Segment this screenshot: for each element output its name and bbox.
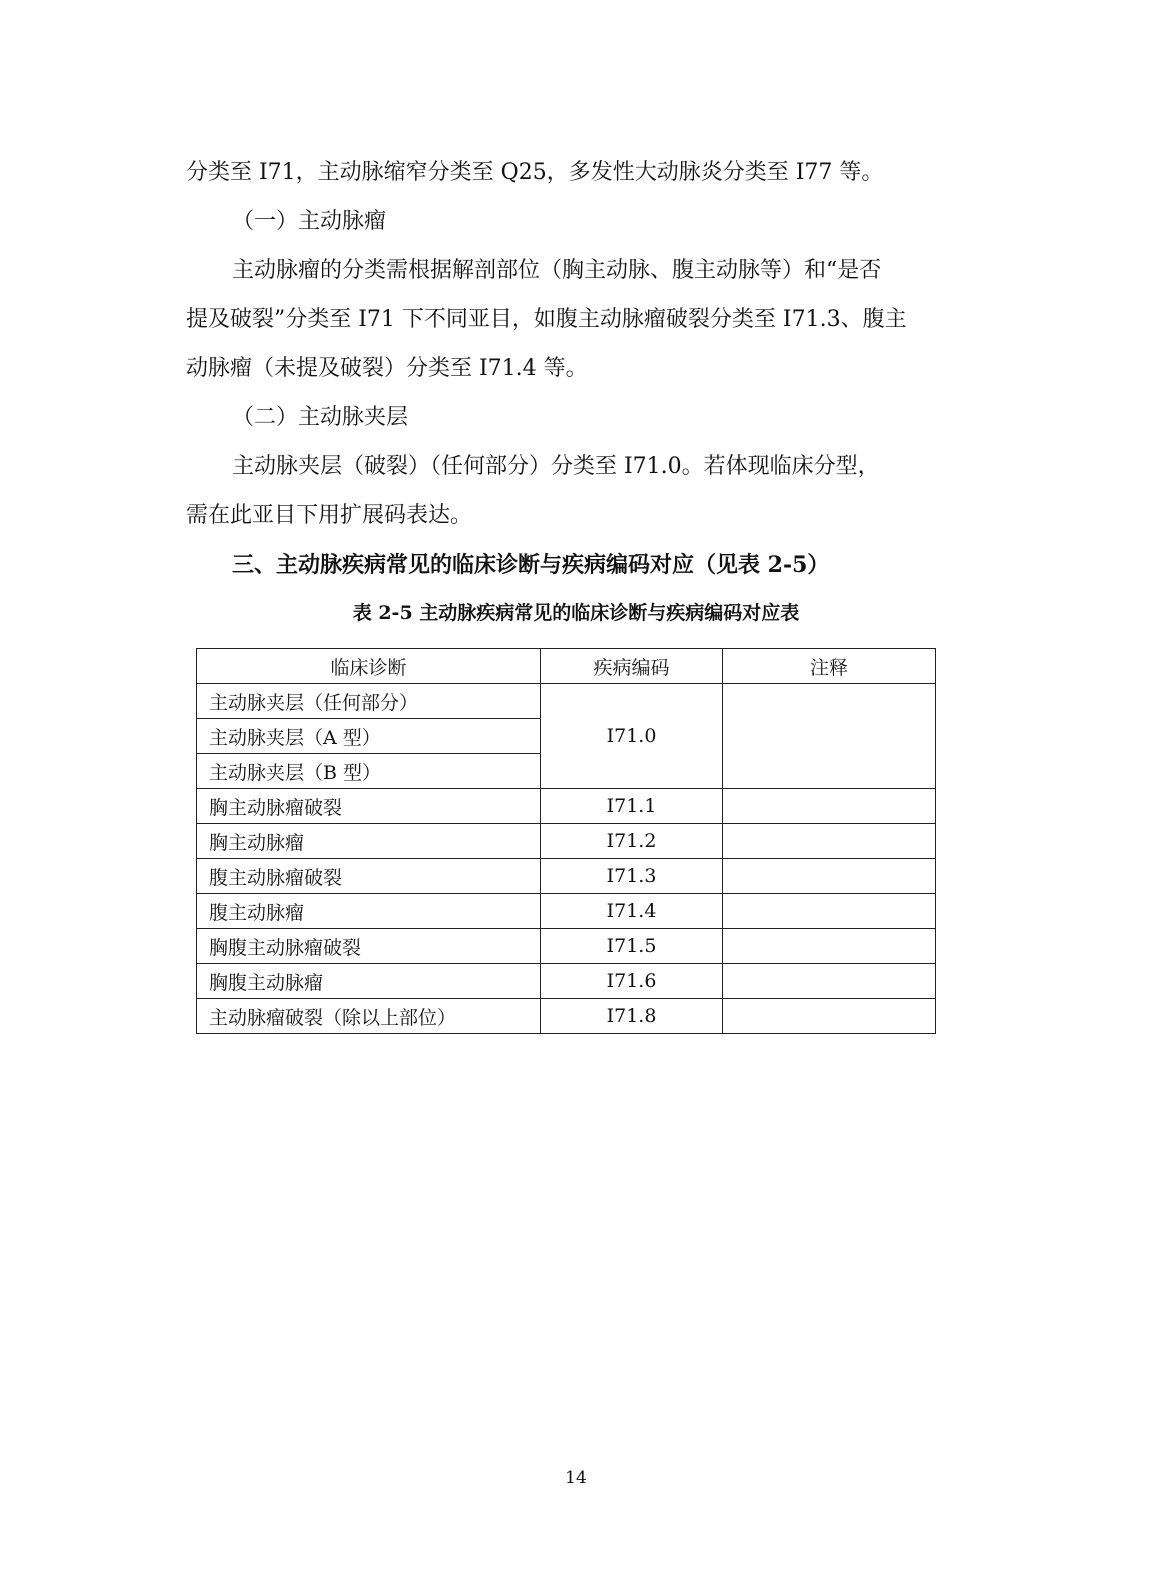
paragraph-line: 分类至 I71，主动脉缩窄分类至 Q25，多发性大动脉炎分类至 I77 等。	[186, 160, 884, 185]
code-cell: I71.6	[541, 964, 723, 999]
table-caption: 表 2-5 主动脉疾病常见的临床诊断与疾病编码对应表	[352, 602, 800, 624]
table-row	[197, 684, 936, 719]
subsection-heading-aneurysm: （一）主动脉瘤	[232, 209, 387, 234]
notes-cell	[723, 894, 936, 929]
table-row	[197, 824, 936, 859]
column-header-diagnosis: 临床诊断	[197, 649, 541, 684]
code-cell: I71.3	[541, 859, 723, 894]
notes-cell	[723, 999, 936, 1034]
page-number: 14	[565, 1468, 587, 1488]
table-row	[197, 999, 936, 1034]
diagnosis-cell: 胸腹主动脉瘤	[197, 964, 541, 999]
diagnosis-cell: 主动脉夹层（A 型）	[197, 719, 541, 754]
code-cell: I71.4	[541, 894, 723, 929]
notes-cell	[723, 929, 936, 964]
diagnosis-cell: 主动脉夹层（任何部分）	[197, 684, 541, 719]
diagnosis-cell: 主动脉瘤破裂（除以上部位）	[197, 999, 541, 1034]
diagnosis-cell: 腹主动脉瘤破裂	[197, 859, 541, 894]
paragraph-line: 提及破裂”分类至 I71 下不同亚目，如腹主动脉瘤破裂分类至 I71.3、腹主	[186, 307, 907, 332]
notes-cell	[723, 684, 936, 789]
diagnosis-code-table	[196, 648, 936, 1034]
table-header-row	[197, 649, 936, 684]
notes-cell	[723, 824, 936, 859]
table-row	[197, 929, 936, 964]
table-row	[197, 894, 936, 929]
table-row	[197, 964, 936, 999]
diagnosis-cell: 主动脉夹层（B 型）	[197, 754, 541, 789]
paragraph-line: 需在此亚目下用扩展码表达。	[186, 503, 473, 528]
code-cell: I71.5	[541, 929, 723, 964]
column-header-notes: 注释	[723, 649, 936, 684]
paragraph-line: 主动脉夹层（破裂）（任何部分）分类至 I71.0。若体现临床分型，	[232, 454, 880, 479]
table-row	[197, 859, 936, 894]
subsection-heading-dissection: （二）主动脉夹层	[232, 405, 409, 430]
diagnosis-cell: 胸腹主动脉瘤破裂	[197, 929, 541, 964]
diagnosis-cell: 腹主动脉瘤	[197, 894, 541, 929]
column-header-code: 疾病编码	[541, 649, 723, 684]
diagnosis-cell: 胸主动脉瘤	[197, 824, 541, 859]
code-cell: I71.0	[541, 684, 723, 789]
diagnosis-cell: 胸主动脉瘤破裂	[197, 789, 541, 824]
section-heading: 三、主动脉疾病常见的临床诊断与疾病编码对应（见表 2-5）	[232, 552, 830, 578]
code-cell: I71.8	[541, 999, 723, 1034]
code-cell: I71.2	[541, 824, 723, 859]
notes-cell	[723, 964, 936, 999]
code-cell: I71.1	[541, 789, 723, 824]
notes-cell	[723, 789, 936, 824]
paragraph-line: 主动脉瘤的分类需根据解剖部位（胸主动脉、腹主动脉等）和“是否	[232, 258, 882, 283]
table-row	[197, 789, 936, 824]
notes-cell	[723, 859, 936, 894]
paragraph-line: 动脉瘤（未提及破裂）分类至 I71.4 等。	[186, 356, 588, 381]
